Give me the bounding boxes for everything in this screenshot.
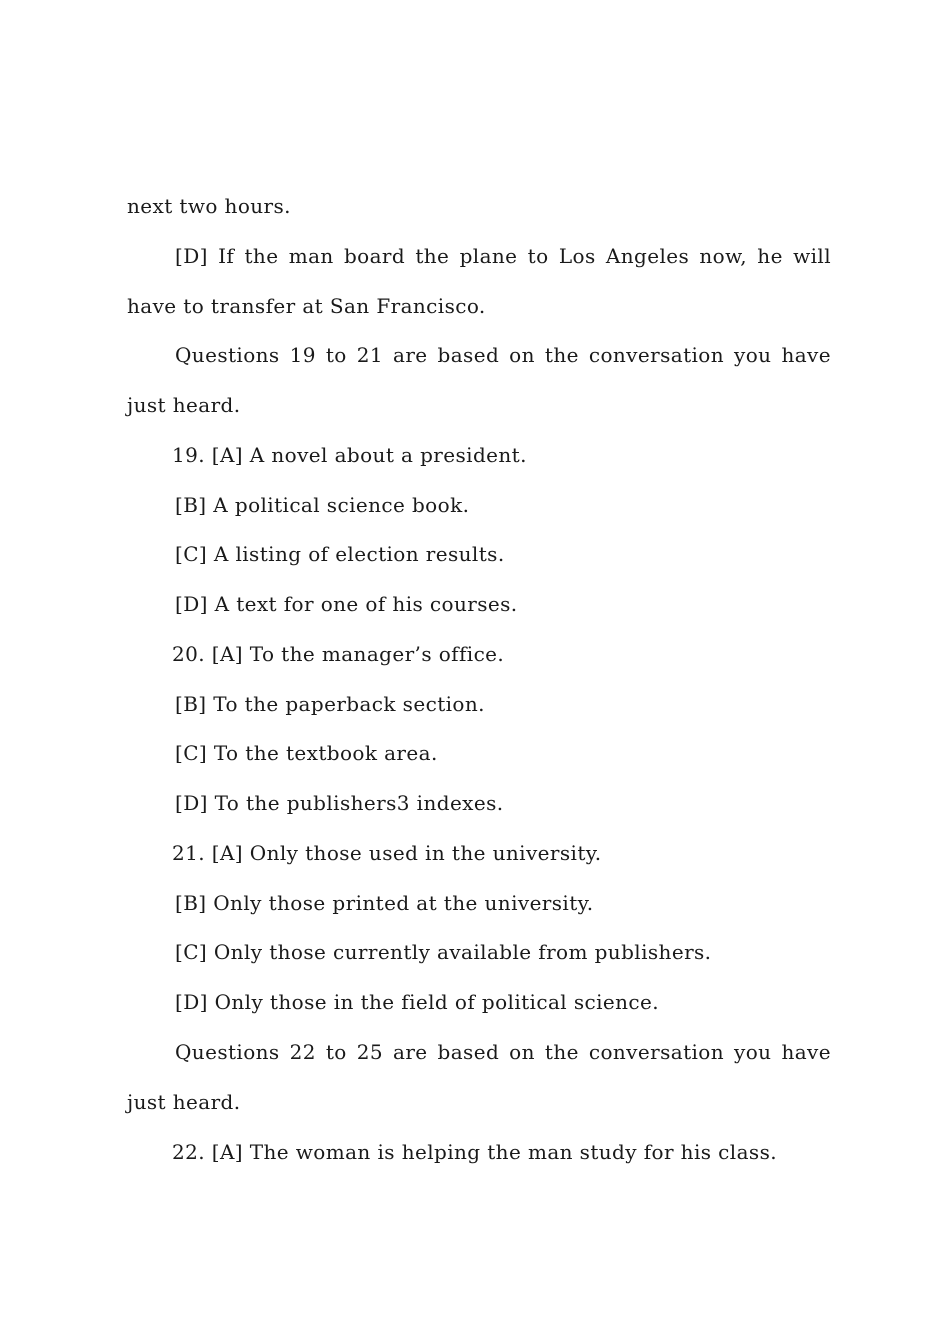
question-22-option-a: 22. [A] The woman is helping the man study for his class. — [172, 1140, 777, 1164]
option-d-text-line-end: have to transfer at San Francisco. — [127, 294, 486, 318]
text-line-continuation: next two hours. — [127, 194, 291, 218]
question-21-option-a: 21. [A] Only those used in the university. — [172, 841, 602, 865]
question-21-option-d: [D] Only those in the field of political science. — [175, 990, 660, 1014]
questions-22-25-heading-end: just heard. — [127, 1090, 241, 1114]
question-21-option-b: [B] Only those printed at the university. — [175, 891, 594, 915]
questions-19-21-heading: Questions 19 to 21 are based on the conversation you have — [175, 343, 831, 367]
question-19-option-c: [C] A listing of election results. — [175, 542, 505, 566]
questions-22-25-heading: Questions 22 to 25 are based on the conversation you have — [175, 1040, 831, 1064]
question-20-option-b: [B] To the paperback section. — [175, 692, 485, 716]
question-20-option-d: [D] To the publishers3 indexes. — [175, 791, 504, 815]
question-19-option-a: 19. [A] A novel about a president. — [172, 443, 527, 467]
question-19-option-b: [B] A political science book. — [175, 493, 470, 517]
question-20-option-a: 20. [A] To the manager’s office. — [172, 642, 505, 666]
question-19-option-d: [D] A text for one of his courses. — [175, 592, 518, 616]
question-21-option-c: [C] Only those currently available from publishers. — [175, 940, 712, 964]
option-d-text-line: [D] If the man board the plane to Los Angeles now, he will — [175, 244, 831, 268]
questions-19-21-heading-end: just heard. — [127, 393, 241, 417]
question-20-option-c: [C] To the textbook area. — [175, 741, 438, 765]
